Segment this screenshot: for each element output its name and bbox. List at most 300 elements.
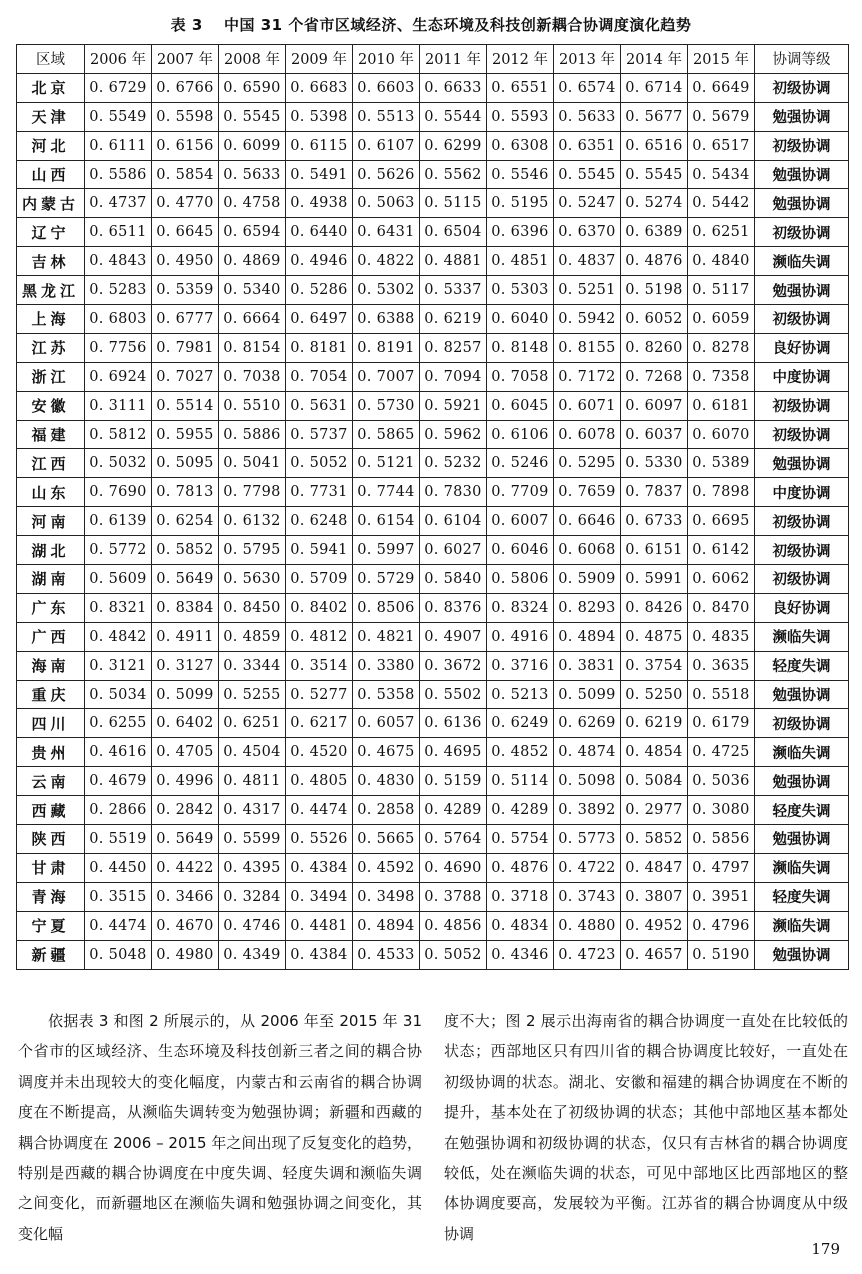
region-cell: 甘肃 [17,853,85,882]
value-cell: 0. 7268 [621,362,688,391]
value-cell: 0. 4384 [286,853,353,882]
value-cell: 0. 4847 [621,853,688,882]
value-cell: 0. 5633 [219,160,286,189]
value-cell: 0. 8257 [420,333,487,362]
value-cell: 0. 6040 [487,305,554,334]
value-cell: 0. 6007 [487,507,554,536]
value-cell: 0. 6136 [420,709,487,738]
value-cell: 0. 6766 [152,73,219,102]
value-cell: 0. 6388 [353,305,420,334]
value-cell: 0. 8260 [621,333,688,362]
value-cell: 0. 3672 [420,651,487,680]
value-cell: 0. 6249 [487,709,554,738]
value-cell: 0. 4854 [621,738,688,767]
value-cell: 0. 5159 [420,767,487,796]
header-cell: 2007 年 [152,45,219,74]
value-cell: 0. 8426 [621,593,688,622]
value-cell: 0. 4504 [219,738,286,767]
value-cell: 0. 6351 [554,131,621,160]
value-cell: 0. 6251 [688,218,755,247]
table-row [17,131,849,160]
value-cell: 0. 8293 [554,593,621,622]
value-cell: 0. 6107 [353,131,420,160]
level-cell: 初级协调 [755,218,849,247]
value-cell: 0. 6396 [487,218,554,247]
value-cell: 0. 4837 [554,247,621,276]
value-cell: 0. 3466 [152,882,219,911]
table-row [17,940,849,969]
value-cell: 0. 5442 [688,189,755,218]
value-cell: 0. 7756 [85,333,152,362]
level-cell: 濒临失调 [755,622,849,651]
value-cell: 0. 7094 [420,362,487,391]
value-cell: 0. 6504 [420,218,487,247]
value-cell: 0. 6803 [85,305,152,334]
value-cell: 0. 4670 [152,911,219,940]
value-cell: 0. 6254 [152,507,219,536]
body-text [18,1006,848,1249]
value-cell: 0. 5679 [688,102,755,131]
value-cell: 0. 5114 [487,767,554,796]
table-row [17,276,849,305]
value-cell: 0. 4881 [420,247,487,276]
region-cell: 辽宁 [17,218,85,247]
value-cell: 0. 7659 [554,478,621,507]
value-cell: 0. 7038 [219,362,286,391]
value-cell: 0. 5598 [152,102,219,131]
value-cell: 0. 6217 [286,709,353,738]
value-cell: 0. 3494 [286,882,353,911]
value-cell: 0. 3514 [286,651,353,680]
value-cell: 0. 3892 [554,796,621,825]
value-cell: 0. 5795 [219,536,286,565]
value-cell: 0. 7731 [286,478,353,507]
value-cell: 0. 4737 [85,189,152,218]
value-cell: 0. 5593 [487,102,554,131]
value-cell: 0. 5198 [621,276,688,305]
level-cell: 初级协调 [755,420,849,449]
value-cell: 0. 6071 [554,391,621,420]
value-cell: 0. 7744 [353,478,420,507]
value-cell: 0. 5737 [286,420,353,449]
value-cell: 0. 6683 [286,73,353,102]
value-cell: 0. 7027 [152,362,219,391]
level-cell: 初级协调 [755,391,849,420]
level-cell: 濒临失调 [755,911,849,940]
value-cell: 0. 5852 [621,825,688,854]
value-cell: 0. 5526 [286,825,353,854]
value-cell: 0. 5283 [85,276,152,305]
value-cell: 0. 6551 [487,73,554,102]
value-cell: 0. 8321 [85,593,152,622]
value-cell: 0. 5115 [420,189,487,218]
value-cell: 0. 5609 [85,565,152,594]
value-cell: 0. 3127 [152,651,219,680]
table-row [17,247,849,276]
value-cell: 0. 4842 [85,622,152,651]
table-row [17,333,849,362]
value-cell: 0. 6111 [85,131,152,160]
value-cell: 0. 8506 [353,593,420,622]
value-cell: 0. 6154 [353,507,420,536]
value-cell: 0. 6633 [420,73,487,102]
value-cell: 0. 4758 [219,189,286,218]
value-cell: 0. 8384 [152,593,219,622]
value-cell: 0. 4874 [554,738,621,767]
value-cell: 0. 4938 [286,189,353,218]
region-cell: 天津 [17,102,85,131]
value-cell: 0. 5340 [219,276,286,305]
value-cell: 0. 6497 [286,305,353,334]
value-cell: 0. 5032 [85,449,152,478]
table-row [17,362,849,391]
value-cell: 0. 5631 [286,391,353,420]
value-cell: 0. 4880 [554,911,621,940]
region-cell: 江苏 [17,333,85,362]
level-cell: 濒临失调 [755,247,849,276]
value-cell: 0. 4805 [286,767,353,796]
table-row [17,767,849,796]
level-cell: 勉强协调 [755,276,849,305]
value-cell: 0. 4695 [420,738,487,767]
value-cell: 0. 5286 [286,276,353,305]
value-cell: 0. 5865 [353,420,420,449]
value-cell: 0. 5330 [621,449,688,478]
header-cell: 2015 年 [688,45,755,74]
value-cell: 0. 5586 [85,160,152,189]
level-cell: 勉强协调 [755,940,849,969]
value-cell: 0. 2866 [85,796,152,825]
value-cell: 0. 4722 [554,853,621,882]
value-cell: 0. 2977 [621,796,688,825]
value-cell: 0. 4852 [487,738,554,767]
value-cell: 0. 5840 [420,565,487,594]
value-cell: 0. 7007 [353,362,420,391]
body-text-left-column: 依据表 3 和图 2 所展示的，从 2006 年至 2015 年 31 个省市的区域经济、生态环境及科技创新三者之间的耦合协调度并未出现较大的变化幅度，内蒙古和云南省的耦合协调度在不断提高，从濒临失调转变为勉强协调；新疆和西藏的耦合协调度在 2006 – 2015 年之间出现了反复变化的趋势，特别是西藏的耦合协调度在中度失调、轻度失调和濒临失调之间变化，而新疆地区在濒临失调和勉强协调之间变化，其变化幅 [18,1012,422,1243]
value-cell: 0. 5544 [420,102,487,131]
level-cell: 濒临失调 [755,853,849,882]
value-cell: 0. 5518 [688,680,755,709]
value-cell: 0. 5997 [353,536,420,565]
value-cell: 0. 5513 [353,102,420,131]
value-cell: 0. 8148 [487,333,554,362]
value-cell: 0. 8155 [554,333,621,362]
value-cell: 0. 6733 [621,507,688,536]
value-cell: 0. 5599 [219,825,286,854]
value-cell: 0. 6219 [621,709,688,738]
region-cell: 北京 [17,73,85,102]
table-row [17,882,849,911]
value-cell: 0. 8154 [219,333,286,362]
value-cell: 0. 4474 [85,911,152,940]
value-cell: 0. 5519 [85,825,152,854]
region-cell: 青海 [17,882,85,911]
table-row [17,738,849,767]
value-cell: 0. 5255 [219,680,286,709]
value-cell: 0. 6729 [85,73,152,102]
value-cell: 0. 6179 [688,709,755,738]
value-cell: 0. 5034 [85,680,152,709]
value-cell: 0. 4851 [487,247,554,276]
value-cell: 0. 4384 [286,940,353,969]
value-cell: 0. 4916 [487,622,554,651]
value-cell: 0. 3284 [219,882,286,911]
page-number: 179 [811,1240,840,1258]
value-cell: 0. 5277 [286,680,353,709]
value-cell: 0. 6603 [353,73,420,102]
table-row [17,651,849,680]
value-cell: 0. 8470 [688,593,755,622]
value-cell: 0. 4875 [621,622,688,651]
value-cell: 0. 6104 [420,507,487,536]
value-cell: 0. 5546 [487,160,554,189]
value-cell: 0. 6059 [688,305,755,334]
value-cell: 0. 6516 [621,131,688,160]
value-cell: 0. 4770 [152,189,219,218]
value-cell: 0. 5434 [688,160,755,189]
value-cell: 0. 5545 [621,160,688,189]
region-cell: 陕西 [17,825,85,854]
header-cell: 协调等级 [755,45,849,74]
value-cell: 0. 4876 [487,853,554,882]
value-cell: 0. 4289 [420,796,487,825]
value-cell: 0. 5991 [621,565,688,594]
value-cell: 0. 5955 [152,420,219,449]
region-cell: 新疆 [17,940,85,969]
value-cell: 0. 5095 [152,449,219,478]
value-cell: 0. 5491 [286,160,353,189]
value-cell: 0. 6255 [85,709,152,738]
value-cell: 0. 6370 [554,218,621,247]
value-cell: 0. 4533 [353,940,420,969]
value-cell: 0. 4843 [85,247,152,276]
value-cell: 0. 6045 [487,391,554,420]
level-cell: 中度协调 [755,478,849,507]
table-row [17,853,849,882]
value-cell: 0. 6106 [487,420,554,449]
value-cell: 0. 3515 [85,882,152,911]
value-cell: 0. 4950 [152,247,219,276]
value-cell: 0. 5099 [152,680,219,709]
table-row [17,391,849,420]
value-cell: 0. 4834 [487,911,554,940]
region-cell: 云南 [17,767,85,796]
value-cell: 0. 4450 [85,853,152,882]
level-cell: 勉强协调 [755,680,849,709]
region-cell: 内蒙古 [17,189,85,218]
value-cell: 0. 6269 [554,709,621,738]
value-cell: 0. 4830 [353,767,420,796]
value-cell: 0. 5389 [688,449,755,478]
table-row [17,593,849,622]
value-cell: 0. 5941 [286,536,353,565]
value-cell: 0. 6402 [152,709,219,738]
value-cell: 0. 4946 [286,247,353,276]
value-cell: 0. 5303 [487,276,554,305]
value-cell: 0. 5852 [152,536,219,565]
level-cell: 良好协调 [755,593,849,622]
value-cell: 0. 2842 [152,796,219,825]
value-cell: 0. 5962 [420,420,487,449]
level-cell: 初级协调 [755,131,849,160]
value-cell: 0. 6068 [554,536,621,565]
value-cell: 0. 5052 [420,940,487,969]
value-cell: 0. 6156 [152,131,219,160]
value-cell: 0. 5232 [420,449,487,478]
level-cell: 勉强协调 [755,160,849,189]
value-cell: 0. 3718 [487,882,554,911]
value-cell: 0. 4422 [152,853,219,882]
table-row [17,507,849,536]
region-cell: 河南 [17,507,85,536]
header-cell: 2011 年 [420,45,487,74]
value-cell: 0. 7830 [420,478,487,507]
value-cell: 0. 5729 [353,565,420,594]
level-cell: 轻度失调 [755,796,849,825]
value-cell: 0. 4675 [353,738,420,767]
region-cell: 湖北 [17,536,85,565]
value-cell: 0. 6070 [688,420,755,449]
value-cell: 0. 5677 [621,102,688,131]
region-cell: 山东 [17,478,85,507]
table-row [17,536,849,565]
value-cell: 0. 4911 [152,622,219,651]
value-cell: 0. 5251 [554,276,621,305]
region-cell: 河北 [17,131,85,160]
value-cell: 0. 6594 [219,218,286,247]
level-cell: 勉强协调 [755,449,849,478]
value-cell: 0. 4349 [219,940,286,969]
value-cell: 0. 4725 [688,738,755,767]
value-cell: 0. 5649 [152,565,219,594]
value-cell: 0. 8324 [487,593,554,622]
value-cell: 0. 5099 [554,680,621,709]
value-cell: 0. 5921 [420,391,487,420]
value-cell: 0. 4679 [85,767,152,796]
value-cell: 0. 6037 [621,420,688,449]
value-cell: 0. 3951 [688,882,755,911]
value-cell: 0. 7898 [688,478,755,507]
value-cell: 0. 6046 [487,536,554,565]
value-cell: 0. 5764 [420,825,487,854]
level-cell: 初级协调 [755,73,849,102]
region-cell: 广东 [17,593,85,622]
value-cell: 0. 7798 [219,478,286,507]
value-cell: 0. 5754 [487,825,554,854]
value-cell: 0. 3754 [621,651,688,680]
value-cell: 0. 6248 [286,507,353,536]
table-row [17,796,849,825]
header-cell: 2013 年 [554,45,621,74]
value-cell: 0. 5358 [353,680,420,709]
value-cell: 0. 6251 [219,709,286,738]
value-cell: 0. 3716 [487,651,554,680]
value-cell: 0. 5250 [621,680,688,709]
value-cell: 0. 3344 [219,651,286,680]
value-cell: 0. 6308 [487,131,554,160]
value-cell: 0. 3807 [621,882,688,911]
value-cell: 0. 5098 [554,767,621,796]
table-row [17,189,849,218]
value-cell: 0. 7981 [152,333,219,362]
value-cell: 0. 4705 [152,738,219,767]
region-cell: 山西 [17,160,85,189]
value-cell: 0. 5649 [152,825,219,854]
value-cell: 0. 6714 [621,73,688,102]
value-cell: 0. 5084 [621,767,688,796]
value-cell: 0. 5773 [554,825,621,854]
value-cell: 0. 6924 [85,362,152,391]
value-cell: 0. 5942 [554,305,621,334]
value-cell: 0. 5709 [286,565,353,594]
value-cell: 0. 4690 [420,853,487,882]
value-cell: 0. 5856 [688,825,755,854]
value-cell: 0. 3743 [554,882,621,911]
region-cell: 四川 [17,709,85,738]
value-cell: 0. 7690 [85,478,152,507]
value-cell: 0. 6097 [621,391,688,420]
value-cell: 0. 4616 [85,738,152,767]
value-cell: 0. 5549 [85,102,152,131]
value-cell: 0. 4856 [420,911,487,940]
value-cell: 0. 7172 [554,362,621,391]
level-cell: 濒临失调 [755,738,849,767]
value-cell: 0. 7837 [621,478,688,507]
value-cell: 0. 3498 [353,882,420,911]
header-cell: 2009 年 [286,45,353,74]
region-cell: 浙江 [17,362,85,391]
level-cell: 勉强协调 [755,102,849,131]
level-cell: 勉强协调 [755,825,849,854]
value-cell: 0. 4520 [286,738,353,767]
value-cell: 0. 3111 [85,391,152,420]
value-cell: 0. 8181 [286,333,353,362]
body-text-right-column: 度不大；图 2 展示出海南省的耦合协调度一直处在比较低的状态；西部地区只有四川省的耦合协调度比较好，一直处在初级协调的状态。湖北、安徽和福建的耦合协调度在不断的提升，基本处在了初级协调的状态；其他中部地区基本都处在勉强协调和初级协调的状态，仅只有吉林省的耦合协调度较低，处在濒临失调的状态，可见中部地区比西部地区的整体协调度要高，发展较为平衡。江苏省的耦合协调度从中级协调 [444,1012,848,1243]
level-cell: 初级协调 [755,709,849,738]
value-cell: 0. 8376 [420,593,487,622]
region-cell: 贵州 [17,738,85,767]
value-cell: 0. 8278 [688,333,755,362]
table-header-row [17,45,849,74]
value-cell: 0. 3831 [554,651,621,680]
value-cell: 0. 5190 [688,940,755,969]
value-cell: 0. 6219 [420,305,487,334]
value-cell: 0. 4657 [621,940,688,969]
value-cell: 0. 5854 [152,160,219,189]
value-cell: 0. 4796 [688,911,755,940]
table-row [17,420,849,449]
value-cell: 0. 5195 [487,189,554,218]
region-cell: 江西 [17,449,85,478]
value-cell: 0. 4289 [487,796,554,825]
table-row [17,218,849,247]
value-cell: 0. 5121 [353,449,420,478]
region-cell: 海南 [17,651,85,680]
value-cell: 0. 3788 [420,882,487,911]
table-caption: 表 3 中国 31 个省市区域经济、生态环境及科技创新耦合协调度演化趋势 [170,16,692,34]
header-cell: 区域 [17,45,85,74]
value-cell: 0. 5295 [554,449,621,478]
level-cell: 初级协调 [755,565,849,594]
value-cell: 0. 4859 [219,622,286,651]
value-cell: 0. 4894 [554,622,621,651]
value-cell: 0. 7358 [688,362,755,391]
value-cell: 0. 5730 [353,391,420,420]
value-cell: 0. 6115 [286,131,353,160]
value-cell: 0. 4840 [688,247,755,276]
value-cell: 0. 6052 [621,305,688,334]
value-cell: 0. 6142 [688,536,755,565]
